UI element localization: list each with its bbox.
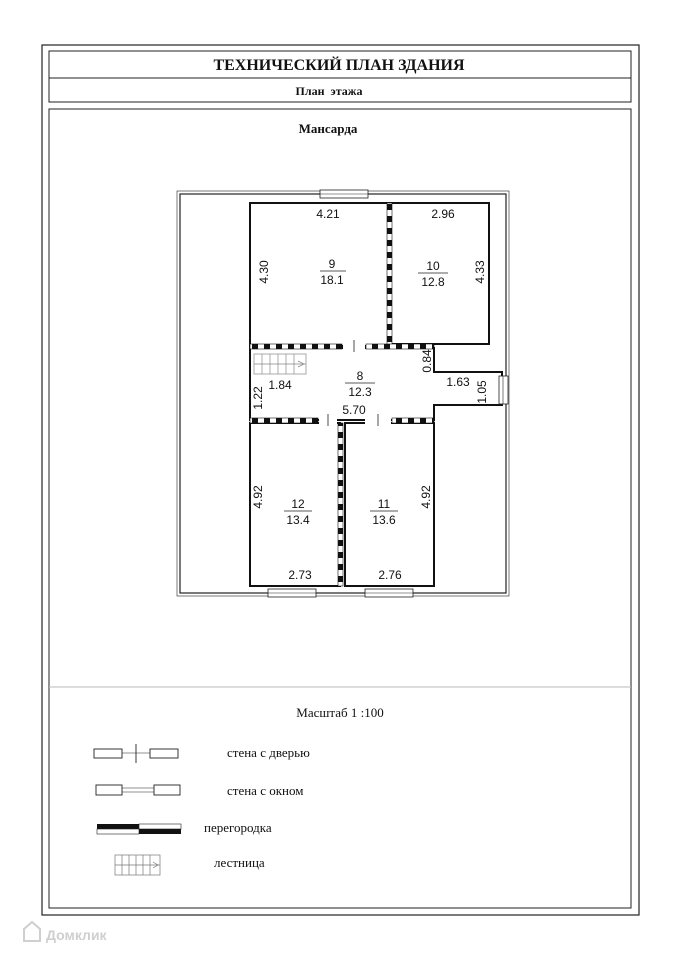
legend-door-symbol bbox=[94, 744, 178, 763]
room-10-area: 12.8 bbox=[421, 275, 445, 289]
room-10-number: 10 bbox=[426, 259, 440, 273]
dim-hall-step: 0.84 bbox=[420, 349, 434, 373]
dim-hall-right-height: 1.05 bbox=[475, 380, 489, 404]
room-11-number: 11 bbox=[377, 497, 391, 511]
room-12-number: 12 bbox=[291, 497, 305, 511]
dim-room11-height: 4.92 bbox=[419, 485, 433, 509]
legend-scale: Масштаб 1 :100 bbox=[296, 705, 384, 720]
page-subtitle: План этажа bbox=[295, 84, 363, 98]
partition-9-hall-left bbox=[250, 344, 342, 349]
page-title: ТЕХНИЧЕСКИЙ ПЛАН ЗДАНИЯ bbox=[213, 57, 465, 74]
dim-room9-width: 4.21 bbox=[316, 207, 340, 221]
legend-partition-symbol bbox=[97, 824, 181, 834]
partition-12-11 bbox=[338, 423, 343, 586]
legend-door-label: стена с дверью bbox=[227, 745, 310, 760]
window-top bbox=[320, 190, 368, 198]
dim-hall-left: 1.84 bbox=[268, 378, 292, 392]
room-9-number: 9 bbox=[328, 257, 336, 271]
legend-stair-symbol bbox=[115, 855, 160, 875]
floor-name: Мансарда bbox=[298, 121, 358, 136]
dim-room12-height: 4.92 bbox=[251, 485, 265, 509]
legend-window-label: стена с окном bbox=[227, 783, 304, 798]
dim-room11-width: 2.76 bbox=[378, 568, 402, 582]
dim-hall-width: 5.70 bbox=[342, 403, 366, 417]
dim-room9-height: 4.30 bbox=[257, 260, 271, 284]
legend-window-symbol bbox=[96, 785, 180, 795]
room-9-area: 18.1 bbox=[320, 273, 344, 287]
dim-hall-right: 1.63 bbox=[446, 375, 470, 389]
stair-symbol bbox=[254, 354, 306, 374]
partition-hall-12 bbox=[250, 418, 318, 423]
dim-room10-height: 4.33 bbox=[473, 260, 487, 284]
legend-stair-label: лестница bbox=[214, 855, 265, 870]
domclick-logo-icon bbox=[24, 922, 108, 943]
legend-partition-label: перегородка bbox=[204, 820, 272, 835]
floor-plan bbox=[177, 190, 509, 597]
dim-room10-width: 2.96 bbox=[431, 207, 455, 221]
window-right bbox=[499, 376, 508, 404]
partition-hall-11 bbox=[392, 418, 434, 423]
dim-room12-width: 2.73 bbox=[288, 568, 312, 582]
window-bottom-right bbox=[365, 589, 413, 597]
window-bottom-left bbox=[268, 589, 316, 597]
room-8-number: 8 bbox=[356, 369, 364, 383]
room-8-area: 12.3 bbox=[348, 385, 372, 399]
watermark-text: Домклик bbox=[46, 927, 107, 943]
partition-9-10 bbox=[387, 203, 392, 346]
dim-hall-height: 1.22 bbox=[251, 386, 265, 410]
partition-9-hall-right bbox=[366, 344, 434, 349]
room-12-area: 13.4 bbox=[286, 513, 310, 527]
room-11-area: 13.6 bbox=[372, 513, 396, 527]
